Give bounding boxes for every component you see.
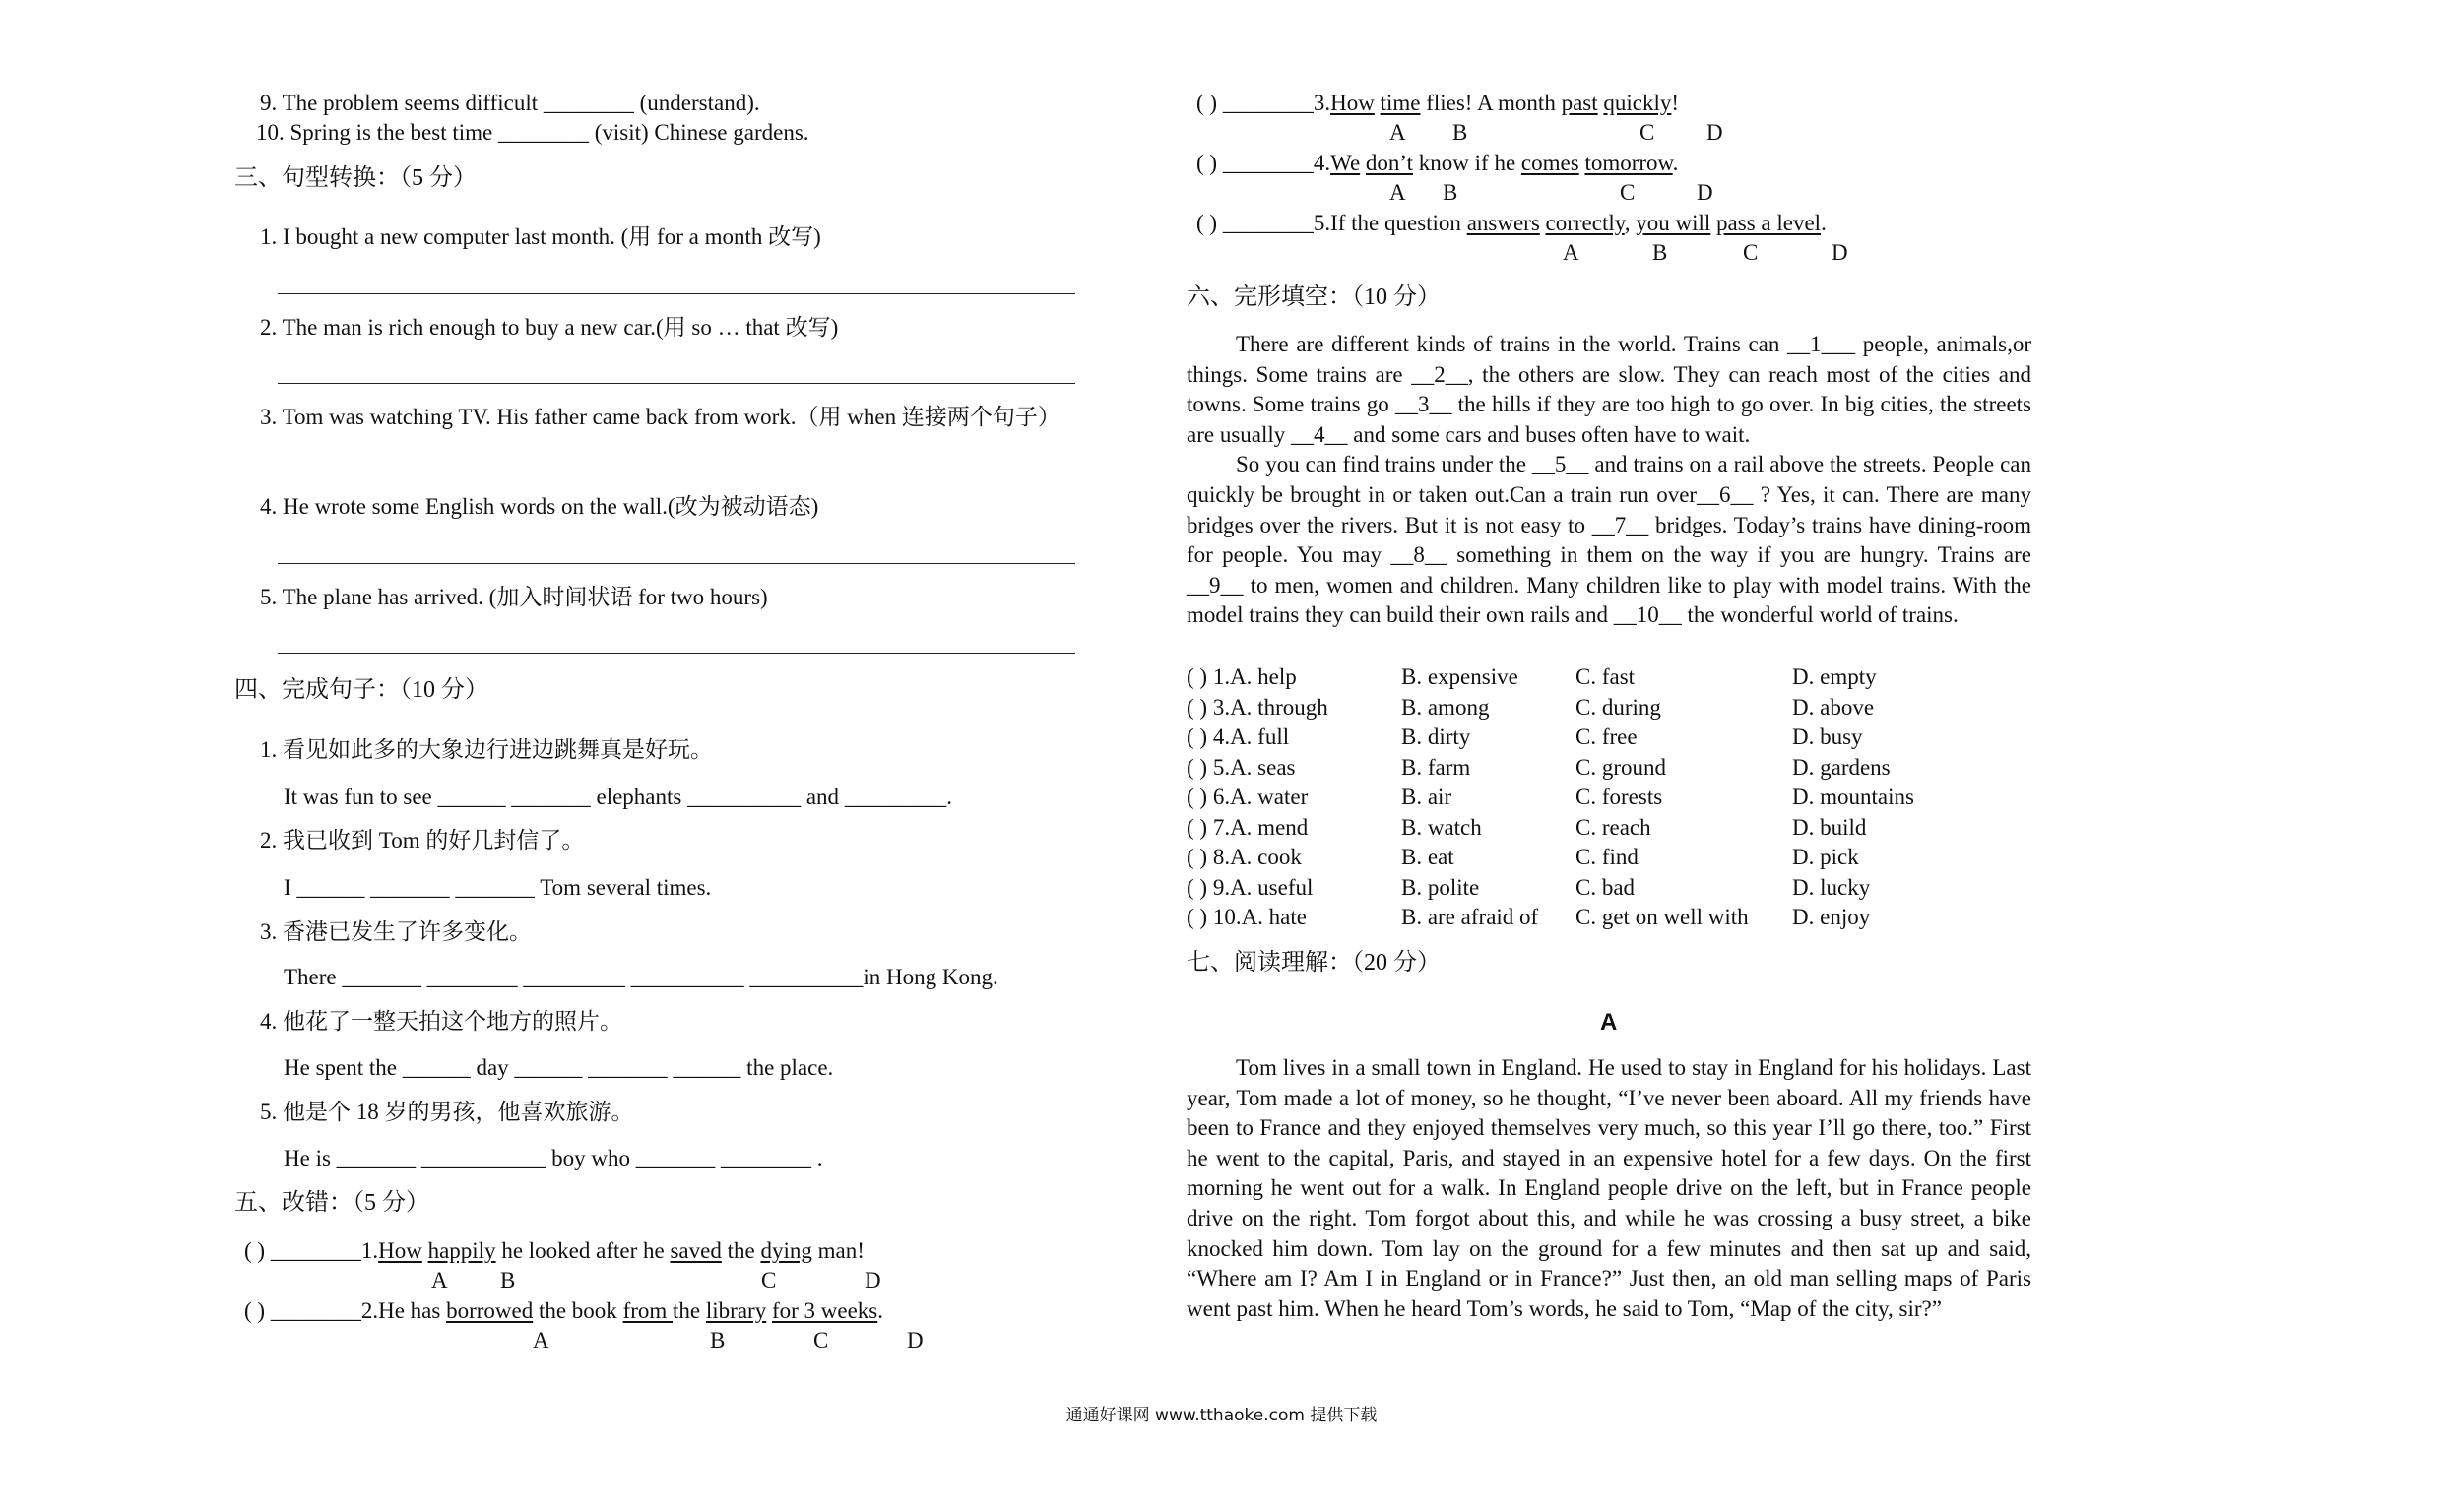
answer-line[interactable] (278, 472, 1075, 473)
cloze-option-row[interactable]: ( ) 5.A. seas B. farm C. ground D. gardens (1187, 754, 1891, 780)
error-item-3: ( ) ________3.How time flies! A month past quickly! (1196, 91, 1680, 115)
cloze-option-row[interactable]: ( ) 6.A. water B. air C. forests D. mountains (1187, 785, 1914, 809)
question-9: 9. The problem seems difficult ________ (understand). (260, 91, 760, 115)
cloze-option-row[interactable]: ( ) 3.A. through B. among C. during D. above (1187, 694, 1875, 720)
error-item-1-letters: A B C D (431, 1268, 881, 1292)
question-10: 10. Spring is the best time ________ (visit) Chinese gardens. (256, 120, 809, 145)
answer-line[interactable] (278, 653, 1075, 654)
complete-item-1-en: It was fun to see ______ _______ elephants __________ and _________. (284, 785, 953, 809)
footer-credit: 通通好课网 www.tthaoke.com 提供下载 (1065, 1406, 1378, 1425)
cloze-option-row[interactable]: ( ) 4.A. full B. dirty C. free D. busy (1187, 724, 1863, 749)
error-item-3-letters: A B C D (1389, 120, 1723, 145)
answer-line[interactable] (278, 563, 1075, 564)
section3-title: 三、句型转换：（5 分） (234, 165, 477, 191)
error-item-4-letters: A B C D (1389, 180, 1713, 205)
section6-title: 六、完形填空：（10 分） (1187, 284, 1441, 310)
cloze-option-row[interactable]: ( ) 1.A. help B. expensive C. fast D. empty (1187, 664, 1877, 689)
complete-item-1-cn: 1. 看见如此多的大象边行进边跳舞真是好玩。 (260, 737, 713, 762)
error-item-2: ( ) ________2.He has borrowed the book from the library for 3 weeks. (244, 1298, 883, 1323)
section4-title: 四、完成句子：（10 分） (234, 677, 488, 703)
complete-item-4-en: He spent the ______ day ______ _______ ______ the place. (284, 1055, 834, 1080)
answer-line[interactable] (278, 293, 1075, 294)
passage-label: A (1600, 1009, 1618, 1036)
answer-line[interactable] (278, 383, 1075, 384)
transform-item-5: 5. The plane has arrived. (加入时间状语 for two hours) (260, 585, 768, 609)
complete-item-3-en: There _______ ________ _________ __________ __________in Hong Kong. (284, 965, 998, 989)
section5-title: 五、改错：（5 分） (234, 1190, 429, 1216)
transform-item-1: 1. I bought a new computer last month. (用 for a month 改写) (260, 224, 821, 249)
cloze-option-row[interactable]: ( ) 10.A. hate B. are afraid of C. get on well with D. enjoy (1187, 905, 1871, 929)
complete-item-2-en: I ______ _______ _______ Tom several times. (284, 875, 712, 900)
transform-item-3: 3. Tom was watching TV. His father came back from work.（用 when 连接两个句子） (260, 405, 1061, 429)
cloze-paragraph-2: So you can find trains under the __5__ and trains on a rail above the streets. People can quickly be brought in or taken out.Can a train run over__6__ ? Yes, it can. There are many bridges over the rivers. But it is not easy to __7__ bridges. Today’s trains have dining-room for people. You may __8__ something in them on the way if you are hungry. Trains are __9__ to men, women and children. Many children like to play with model trains. With the model trains they can build their own rails and __10__ the wonderful world of trains. (1187, 452, 2031, 628)
cloze-passage (1187, 330, 2031, 631)
section7-title: 七、阅读理解：（20 分） (1187, 950, 1441, 976)
error-item-2-letters: A B C D (533, 1328, 924, 1353)
complete-item-5-cn: 5. 他是个 18 岁的男孩，他喜欢旅游。 (260, 1100, 634, 1124)
cloze-option-row[interactable]: ( ) 8.A. cook B. eat C. find D. pick (1187, 845, 1859, 869)
error-item-5-letters: A B C D (1563, 240, 1848, 265)
complete-item-4-cn: 4. 他花了一整天拍这个地方的照片。 (260, 1009, 622, 1034)
reading-passage (1187, 1053, 2031, 1324)
cloze-option-row[interactable]: ( ) 7.A. mend B. watch C. reach D. build (1187, 814, 1867, 840)
complete-item-3-cn: 3. 香港已发生了许多变化。 (260, 919, 532, 944)
complete-item-5-en: He is _______ ___________ boy who _______ ________ . (284, 1146, 823, 1170)
transform-item-4: 4. He wrote some English words on the wall.(改为被动语态) (260, 494, 819, 519)
reading-paragraph: Tom lives in a small town in England. He used to stay in England for his holidays. Last year, Tom made a lot of money, so he thought, “I’ve never been aboard. All my friends have been to France and they enjoyed themselves very much, so this year I’ll go there, too.” First he went to the capital, Paris, and stayed in an expensive hotel for a few days. On the first morning he went out for a walk. In England people drive on the left, but in France people drive on the right. Tom forgot about this, and while he was crossing a busy street, a bike knocked him down. Tom lay on the ground for a few minutes and then sat up and said, “Where am I? Am I in England or in France?” Just then, an old man selling maps of Paris went past him. When he heard Tom’s words, he said to Tom, “Map of the city, sir?” (1187, 1055, 2031, 1321)
error-item-4: ( ) ________4.We don’t know if he comes tomorrow. (1196, 151, 1679, 175)
complete-item-2-cn: 2. 我已收到 Tom 的好几封信了。 (260, 828, 585, 852)
cloze-paragraph-1: There are different kinds of trains in the world. Trains can __1___ people, animals,or things. Some trains are __2__, the others are slow. They can reach most of the cities and towns. Some trains go __3__ the hills if they are too high to go over. In big cities, the streets are usually __4__ and some cars and buses often have to wait. (1187, 332, 2031, 447)
transform-item-2: 2. The man is rich enough to buy a new car.(用 so … that 改写) (260, 315, 839, 340)
error-item-5: ( ) ________5.If the question answers correctly, you will pass a level. (1196, 211, 1827, 235)
error-item-1: ( ) ________1.How happily he looked after he saved the dying man! (244, 1238, 865, 1263)
cloze-option-row[interactable]: ( ) 9.A. useful B. polite C. bad D. lucky (1187, 874, 1871, 900)
